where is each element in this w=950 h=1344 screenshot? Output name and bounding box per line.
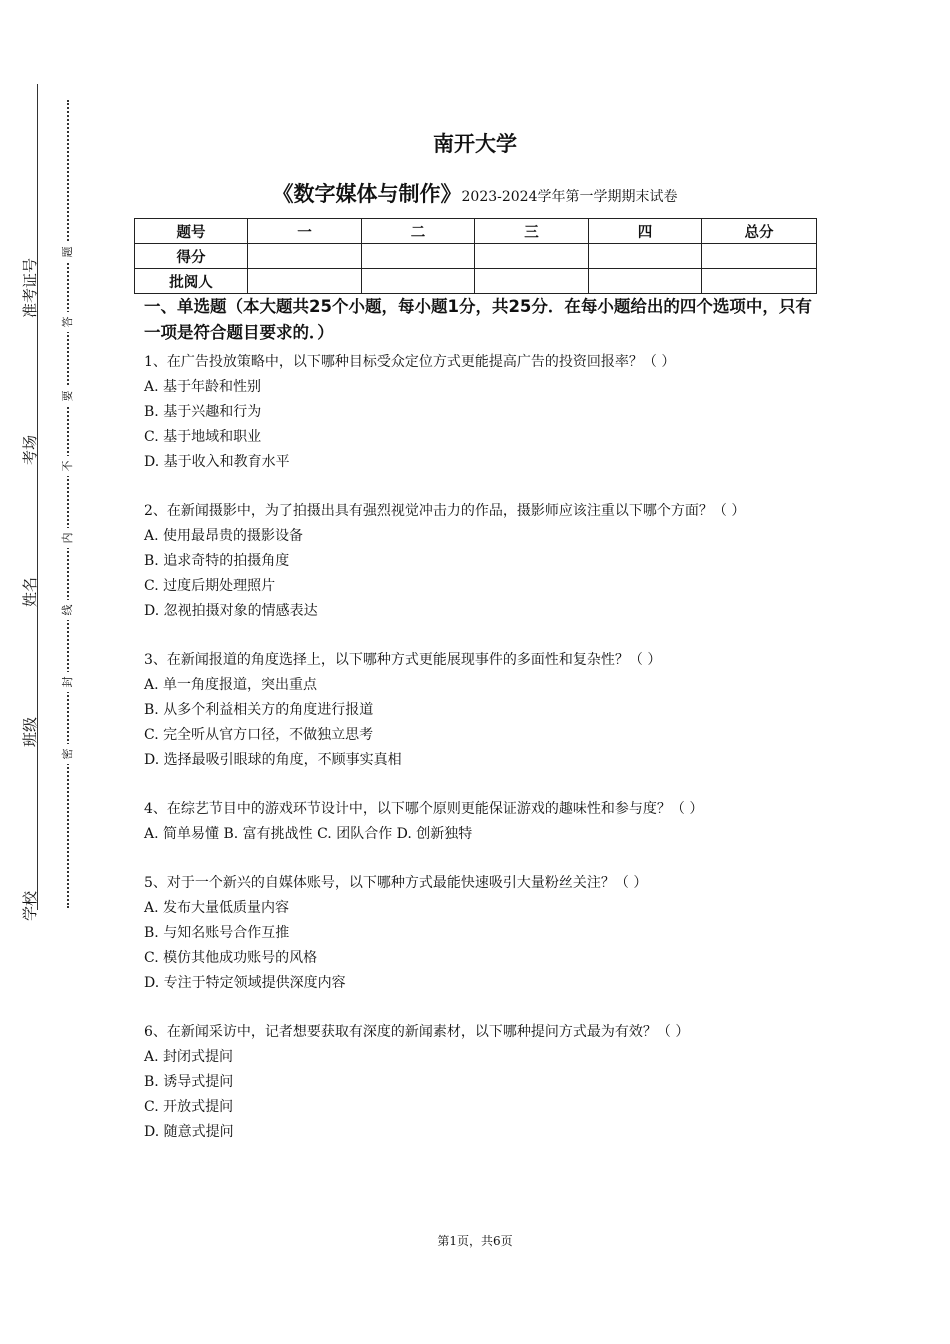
question-stem: 3、在新闻报道的角度选择上，以下哪种方式更能展现事件的多面性和复杂性？（ ） bbox=[144, 652, 662, 668]
header-total: 总分 bbox=[702, 219, 817, 244]
question-5 bbox=[144, 871, 824, 996]
question-option: C. 模仿其他成功账号的风格 bbox=[144, 950, 318, 966]
question-option: C. 过度后期处理照片 bbox=[144, 578, 276, 594]
question-2 bbox=[144, 499, 824, 624]
question-option: A. 封闭式提问 bbox=[144, 1049, 234, 1065]
question-stem: 1、在广告投放策略中，以下哪种目标受众定位方式更能提高广告的投资回报率？（ ） bbox=[144, 354, 676, 370]
margin-label-name: 姓名 bbox=[21, 577, 39, 608]
question-option: C. 基于地域和职业 bbox=[144, 429, 262, 445]
header-part-4: 四 bbox=[589, 219, 702, 244]
reviewer-cell bbox=[362, 269, 475, 294]
score-cell bbox=[589, 244, 702, 269]
question-1 bbox=[144, 350, 824, 475]
question-stem: 6、在新闻采访中，记者想要获取有深度的新闻素材，以下哪种提问方式最为有效？（ ） bbox=[144, 1024, 690, 1040]
score-cell bbox=[362, 244, 475, 269]
question-3 bbox=[144, 648, 824, 773]
exam-subtitle bbox=[0, 178, 950, 208]
question-option: B. 与知名账号合作互推 bbox=[144, 925, 290, 941]
question-6 bbox=[144, 1020, 824, 1145]
reviewer-row-label: 批阅人 bbox=[135, 269, 248, 294]
question-option: A. 基于年龄和性别 bbox=[144, 379, 262, 395]
term-label: 2023-2024学年第一学期期末试卷 bbox=[461, 189, 678, 205]
seal-char: 要 bbox=[60, 386, 76, 406]
page-footer: 第1页，共6页 bbox=[437, 1234, 513, 1248]
question-section bbox=[144, 294, 824, 1169]
header-part-1: 一 bbox=[248, 219, 362, 244]
question-option: D. 随意式提问 bbox=[144, 1124, 234, 1140]
question-option: B. 诱导式提问 bbox=[144, 1074, 234, 1090]
seal-char: 内 bbox=[60, 528, 76, 548]
reviewer-cell bbox=[702, 269, 817, 294]
question-option: B. 从多个利益相关方的角度进行报道 bbox=[144, 702, 374, 718]
seal-char: 封 bbox=[60, 672, 76, 692]
question-option: D. 选择最吸引眼球的角度，不顾事实真相 bbox=[144, 752, 402, 768]
score-cell bbox=[702, 244, 817, 269]
score-cell bbox=[475, 244, 589, 269]
reviewer-row bbox=[135, 269, 817, 294]
margin-label-school: 学校 bbox=[21, 891, 39, 922]
seal-char: 线 bbox=[60, 600, 76, 620]
score-row-label: 得分 bbox=[135, 244, 248, 269]
question-stem: 4、在综艺节目中的游戏环节设计中，以下哪个原则更能保证游戏的趣味性和参与度？（ ） bbox=[144, 801, 704, 817]
course-title: 《数字媒体与制作》 bbox=[272, 182, 462, 206]
question-option: A. 使用最昂贵的摄影设备 bbox=[144, 528, 304, 544]
question-option: A. 发布大量低质量内容 bbox=[144, 900, 290, 916]
section-title: 一、单选题（本大题共25个小题，每小题1分，共25分．在每小题给出的四个选项中，只有一项是符合题目要求的．） bbox=[144, 297, 812, 342]
question-option: B. 基于兴趣和行为 bbox=[144, 404, 262, 420]
header-question-number: 题号 bbox=[135, 219, 248, 244]
score-table bbox=[134, 218, 817, 294]
question-option: A. 单一角度报道，突出重点 bbox=[144, 677, 318, 693]
question-option: D. 基于收入和教育水平 bbox=[144, 454, 290, 470]
question-option: D. 忽视拍摄对象的情感表达 bbox=[144, 603, 318, 619]
question-stem: 5、对于一个新兴的自媒体账号，以下哪种方式最能快速吸引大量粉丝关注？（ ） bbox=[144, 875, 648, 891]
margin-label-class: 班级 bbox=[21, 717, 39, 748]
header-part-3: 三 bbox=[475, 219, 589, 244]
question-option: A. 简单易懂 B. 富有挑战性 C. 团队合作 D. 创新独特 bbox=[144, 826, 473, 842]
question-4 bbox=[144, 797, 824, 847]
seal-char: 密 bbox=[60, 744, 76, 764]
seal-char: 不 bbox=[60, 456, 76, 476]
score-table-header-row bbox=[135, 219, 817, 244]
question-stem: 2、在新闻摄影中，为了拍摄出具有强烈视觉冲击力的作品，摄影师应该注重以下哪个方面？（ ） bbox=[144, 503, 746, 519]
score-row bbox=[135, 244, 817, 269]
reviewer-cell bbox=[589, 269, 702, 294]
question-option: C. 开放式提问 bbox=[144, 1099, 234, 1115]
margin-label-exam-room: 考场 bbox=[21, 435, 39, 466]
reviewer-cell bbox=[475, 269, 589, 294]
binding-dotted-line bbox=[67, 100, 69, 908]
reviewer-cell bbox=[248, 269, 362, 294]
university-title: 南开大学 bbox=[433, 132, 517, 156]
seal-char: 题 bbox=[60, 242, 76, 262]
seal-char: 答 bbox=[60, 312, 76, 332]
question-option: D. 专注于特定领域提供深度内容 bbox=[144, 975, 346, 991]
margin-label-exam-number: 准考证号 bbox=[21, 258, 39, 319]
question-option: C. 完全听从官方口径，不做独立思考 bbox=[144, 727, 374, 743]
question-option: B. 追求奇特的拍摄角度 bbox=[144, 553, 290, 569]
score-cell bbox=[248, 244, 362, 269]
header-part-2: 二 bbox=[362, 219, 475, 244]
